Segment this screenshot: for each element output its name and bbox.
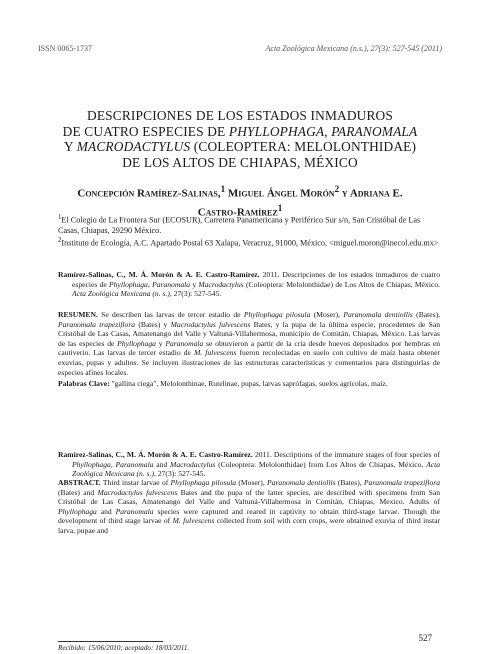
author-2-affiliation-mark: 2 [334,184,340,194]
citation-text: , [110,459,116,469]
received-date: Recibido: 15/06/2010; aceptado: 18/03/2011. [58,644,190,652]
title-line-3 [50,139,430,155]
citation-genus: Phyllophaga [72,459,111,469]
author-2: Miguel Ángel Morón [225,187,335,200]
keywords-label: Palabras Clave: [58,379,110,388]
resumen-text: (Moser), [310,310,344,319]
species-name: Phyllophaga pilosula [170,478,237,487]
affiliation-2 [58,236,440,249]
resumen-text: Se describen las larvas de tercer estadio de [97,310,244,319]
affiliation-1 [58,213,440,237]
title-text: Y [63,139,77,154]
abstract-label: ABSTRACT. [58,478,101,487]
title-genus-macrodactylus: MACRODACTYLUS [76,139,191,154]
author-3-affiliation-mark: 1 [277,202,283,213]
species-name: Phyllophaga [117,338,156,348]
citation-text: 2011. Descriptions of the immature stages of four species of [252,450,440,459]
title-text: DE CUATRO ESPECIES DE [62,123,229,139]
species-name: Paranomala [165,338,204,348]
citation-text: (Coleoptera: Melolonthidae) de Los Altos de Chiapas, México. [243,279,441,289]
species-name: Macrodactylus fulvescens [97,487,178,497]
abstract-text: (Bates), [335,478,364,487]
abstract-text: Bates and the pupa of the latter species, are described with specimens from San Cristóbal de Las Casas, Amatenango del Valle and Valtuná-Villahermosa in Comitán, Chiapas, Mexico. Adults of [58,487,440,507]
citation-genus: Macrodactylus [198,279,244,289]
citation-authors: Ramírez-Salinas, C., M. Á. Morón & A. E. Castro-Ramírez. [58,270,260,279]
affiliation-2-mark: 2 [58,237,62,244]
author-3-surname: Castro-Ramírez [197,206,278,219]
page-number: 527 [418,633,432,643]
title-genus-phyllophaga: PHYLLOPHAGA [228,123,325,139]
issn-label: ISSN 0065-1737 [38,44,93,53]
footnote-divider [58,641,163,642]
abstract-text: (Bates) and [58,487,98,497]
citation-spanish [58,270,440,299]
citation-text: (Coleoptera: Melolonthidae) from Los Altos de Chiapas, México. [215,459,427,469]
keywords-paragraph [58,379,440,389]
resumen-label: RESUMEN. [58,310,98,319]
resumen-text: y [155,338,166,348]
species-name: M. fulvescens [172,516,215,526]
author-3: y Adriana E. [339,187,403,200]
citation-journal: Acta Zoológica Mexicana (n. s.), [72,459,441,479]
citation-text: y [190,279,199,289]
title-line-2 [50,124,430,140]
citation-genus: Phyllophaga [109,279,148,289]
journal-header: Acta Zoológica Mexicana (n.s.), 27(3): 527-545 (2011) [265,44,442,53]
article-title [50,108,430,170]
title-line-1: DESCRIPCIONES DE LOS ESTADOS INMADUROS [87,108,393,123]
resumen-text: fueron recolectadas en suelo con cultivo de maíz hasta obtener exuvias, pupas y adultos. Se incluyen ilustraciones de las estructuras características y comentarios para distinguirlas de especies afines locales. [58,348,441,377]
abstract-text: (Moser), [236,478,268,487]
species-name: Paranomala trapeziflora [363,478,441,487]
species-name: Paranomala dentiollis [343,310,413,319]
species-name: M. fulvescens [193,348,237,358]
author-1: Concepción Ramírez-Salinas, [77,187,221,200]
title-text: (COLEOPTERA: MELOLONTHIDAE) [190,139,417,154]
citation-text: and [153,459,171,469]
species-name: Paranomala dentiollis [267,478,336,487]
affiliation-1-text: El Colegio de La Frontera Sur (ECOSUR), Carretera Panamericana y Periférico Sur s/n, San Cristóbal de Las Casas, Chiapas, 29290 México. [58,215,421,236]
resumen-text: (Bates) y [135,319,171,329]
species-name: Phyllophaga [58,506,97,516]
citation-authors: Ramírez-Salinas, C., M. Á. Morón & A. E. Castro-Ramírez. [58,450,253,459]
species-name: Phyllophaga pilosula [243,310,311,319]
species-name: Paranomala trapeziflora [58,319,136,329]
keywords-text: "gallina ciega", Melolonthinae, Rutelinae, pupas, larvas saprófagas, suelos agrícolas, maíz. [109,379,388,388]
citation-genus: Paranomala [152,279,191,289]
citation-text: 27(3): 527-545. [155,469,206,479]
author-1-affiliation-mark: 1 [220,184,226,194]
title-line-4: DE LOS ALTOS DE CHIAPAS, MÉXICO [122,154,358,170]
resumen-text: se obtuvieron a partir de la cría desde huevos depositados por hembras en cautiverio. Las larvas de tercer estadio de [58,338,441,358]
title-text: , [324,123,332,139]
abstract-paragraph [58,478,440,536]
resumen-text: Bates, y la pupa de la última especie, procedentes de San Cristóbal de Las Casas, Amatenango del Valle y Valtuná-Villahermosa, municipio de Comitán, Chiapas, México. Las larvas de las especies de [58,319,441,348]
citation-text: 2011. Descripciones de los estados inmaduros de cuatro especies de [72,270,440,289]
resumen-text: (Bates), [412,310,441,319]
citation-journal: Acta Zoológica Mexicana (n. s.), [72,289,172,299]
resumen-paragraph [58,310,440,377]
species-name: Paranomala [115,506,154,516]
species-name: Macrodactylus fulvescens [170,319,251,329]
abstract-text: species were captured and reared in captivity to obtain third-stage larvae. Though the development of third stage larvae of [58,506,440,526]
citation-genus: Macrodactylus [170,459,216,469]
abstract-text: Third instar larvae of [100,478,171,487]
title-genus-paranomala: PARANOMALA [331,123,418,139]
affiliation-1-mark: 1 [58,214,62,221]
abstract-text: collected from soil with corn crops, were obtained exuvia of third instar larva, pupae and [58,516,441,535]
citation-text: , [147,279,153,289]
citation-genus: Paranomala [115,459,154,469]
citation-text: 27(3): 527-545. [171,289,222,299]
citation-english [58,450,440,479]
abstract-text: and [96,506,116,516]
affiliation-2-text: Instituto de Ecología, A.C. Apartado Postal 63 Xalapa, Veracruz, 91000, México, <miguel.moron@inecol.edu.mx> [61,238,439,248]
